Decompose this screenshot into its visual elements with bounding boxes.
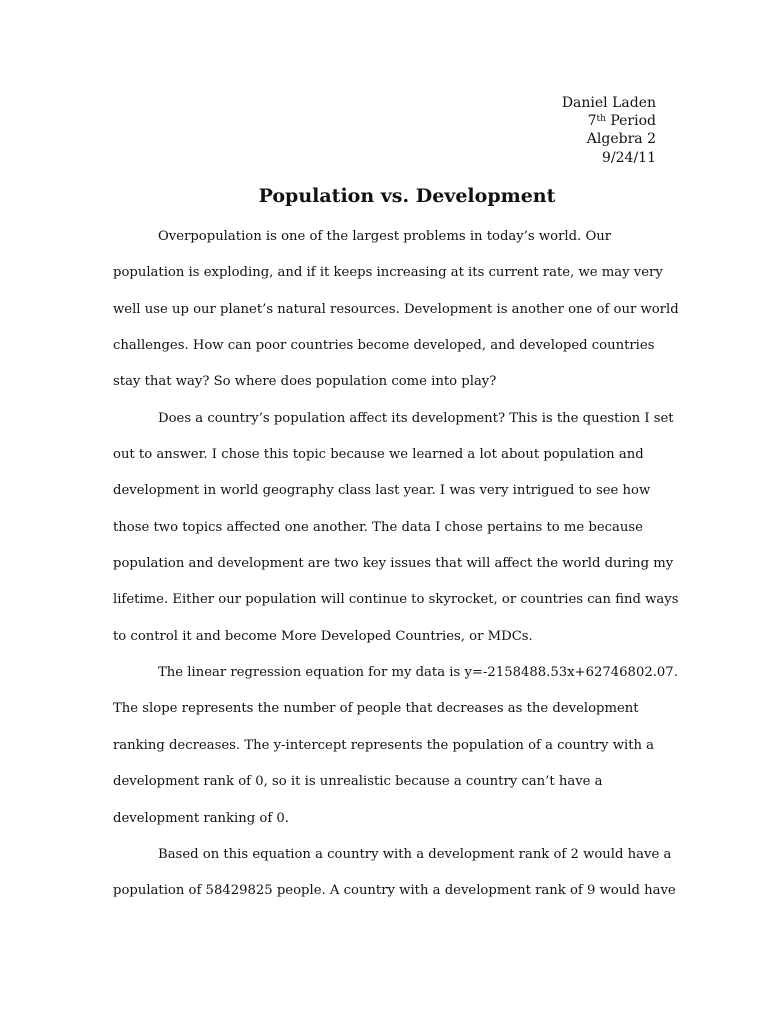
- paragraph-4-line: population of 58429825 people. A country with a development rank of 9 would have: [113, 883, 676, 899]
- paragraph-4-line: Based on this equation a country with a development rank of 2 would have a: [158, 846, 672, 862]
- paragraph-1-line: well use up our planet’s natural resources. Development is another one of our world: [113, 301, 679, 317]
- paragraph-3-line: The slope represents the number of people that decreases as the development: [113, 701, 639, 717]
- period-number: 7: [587, 113, 597, 130]
- paragraph-2-line: Does a country’s population affect its development? This is the question I set: [158, 410, 674, 426]
- period-word: Period: [610, 113, 656, 130]
- paragraph-2-line: development in world geography class last year. I was very intrigued to see how: [113, 483, 651, 499]
- paragraph-1-line: Overpopulation is one of the largest problems in today’s world. Our: [158, 229, 612, 244]
- document-title: Population vs. Development: [258, 185, 556, 207]
- period-suffix: th: [596, 114, 606, 125]
- class-period: [562, 112, 656, 130]
- paragraph-3-line: The linear regression equation for my data is y=-2158488.53x+62746802.07.: [158, 665, 678, 681]
- author-name: Daniel Laden: [561, 95, 656, 111]
- paragraph-2-line: lifetime. Either our population will continue to skyrocket, or countries can find ways: [113, 592, 679, 608]
- course-name: Algebra 2: [586, 131, 656, 148]
- header-block: [562, 94, 656, 167]
- date: 9/24/11: [602, 149, 656, 166]
- paragraph-2-line: out to answer. I chose this topic because we learned a lot about population and: [113, 447, 644, 463]
- paragraph-3-line: development ranking of 0.: [113, 810, 289, 826]
- paragraph-1-line: population is exploding, and if it keeps increasing at its current rate, we may very: [113, 265, 663, 281]
- essay-body: [113, 226, 679, 917]
- paragraph-3-line: development rank of 0, so it is unrealistic because a country can’t have a: [113, 774, 603, 790]
- paragraph-1-line: challenges. How can poor countries become developed, and developed countries: [113, 338, 655, 354]
- paragraph-2-line: to control it and become More Developed Countries, or MDCs.: [113, 628, 533, 644]
- paragraph-2-line: those two topics affected one another. The data I chose pertains to me because: [113, 519, 643, 535]
- paragraph-3-line: ranking decreases. The y-intercept represents the population of a country with a: [113, 737, 655, 753]
- paragraph-2-line: population and development are two key issues that will affect the world during my: [113, 556, 674, 572]
- paragraph-1-line: stay that way? So where does population come into play?: [113, 374, 497, 390]
